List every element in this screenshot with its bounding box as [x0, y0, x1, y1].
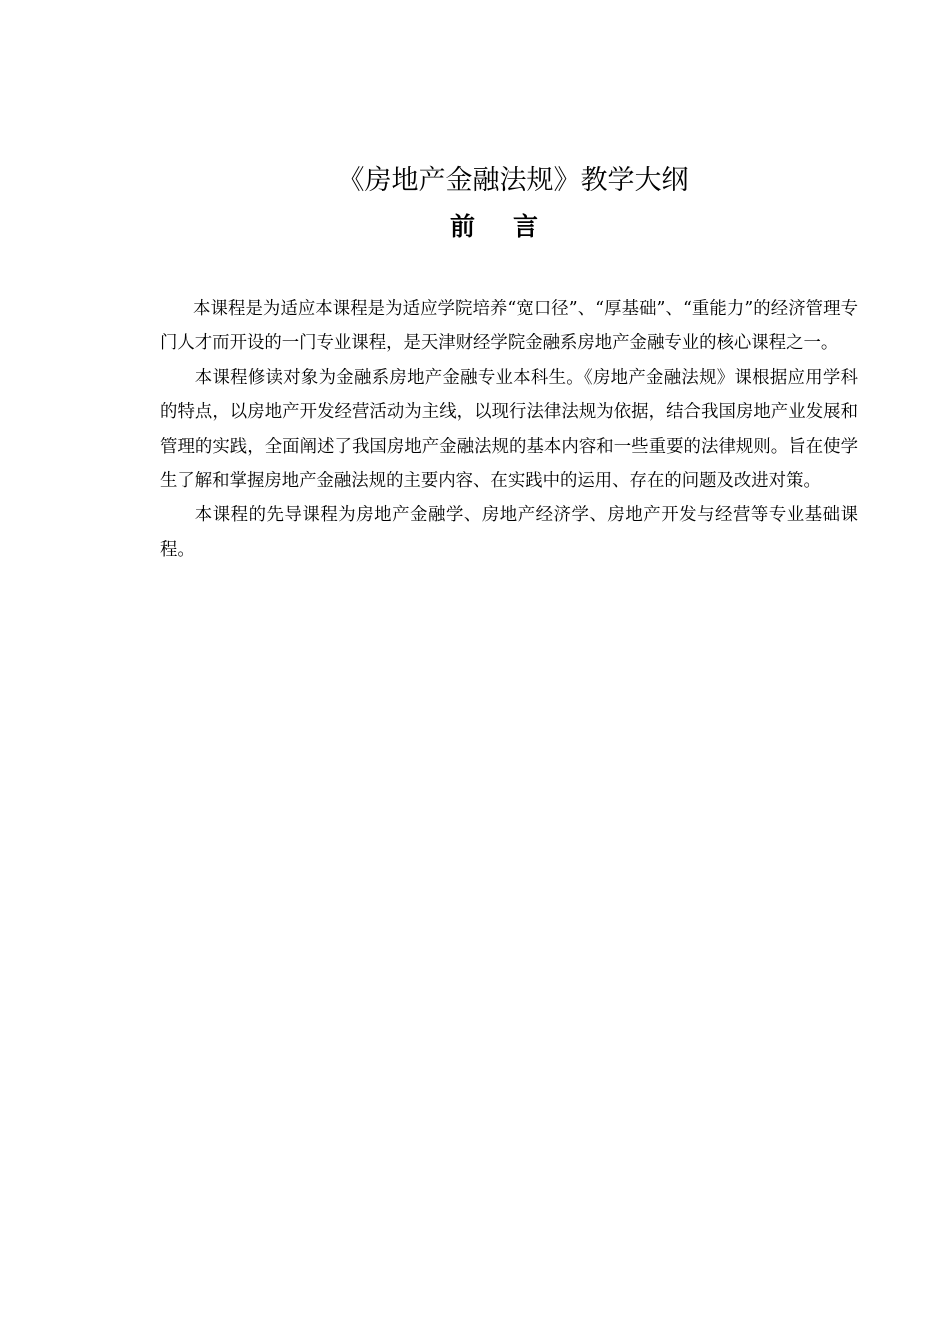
document-title: 《房地产金融法规》教学大纲: [337, 165, 689, 196]
section-heading: 前言: [449, 212, 576, 241]
paragraph: 本课程是为适应本课程是为适应学院培养“宽口径”、“厚基础”、“重能力”的经济管理专门人才而开设的一门专业课程，是天津财经学院金融系房地产金融专业的核心课程之一。: [160, 299, 858, 354]
paragraph: 本课程的先导课程为房地产金融学、房地产经济学、房地产开发与经营等专业基础课程。: [160, 505, 858, 560]
paragraph: 本课程修读对象为金融系房地产金融专业本科生。《房地产金融法规》课根据应用学科的特点，以房地产开发经营活动为主线，以现行法律法规为依据，结合我国房地产业发展和管理的实践，全面阐述了我国房地产金融法规的基本内容和一些重要的法律规则。旨在使学生了解和掌握房地产金融法规的主要内容、在实践中的运用、存在的问题及改进对策。: [160, 367, 858, 492]
document-body: [160, 292, 858, 567]
